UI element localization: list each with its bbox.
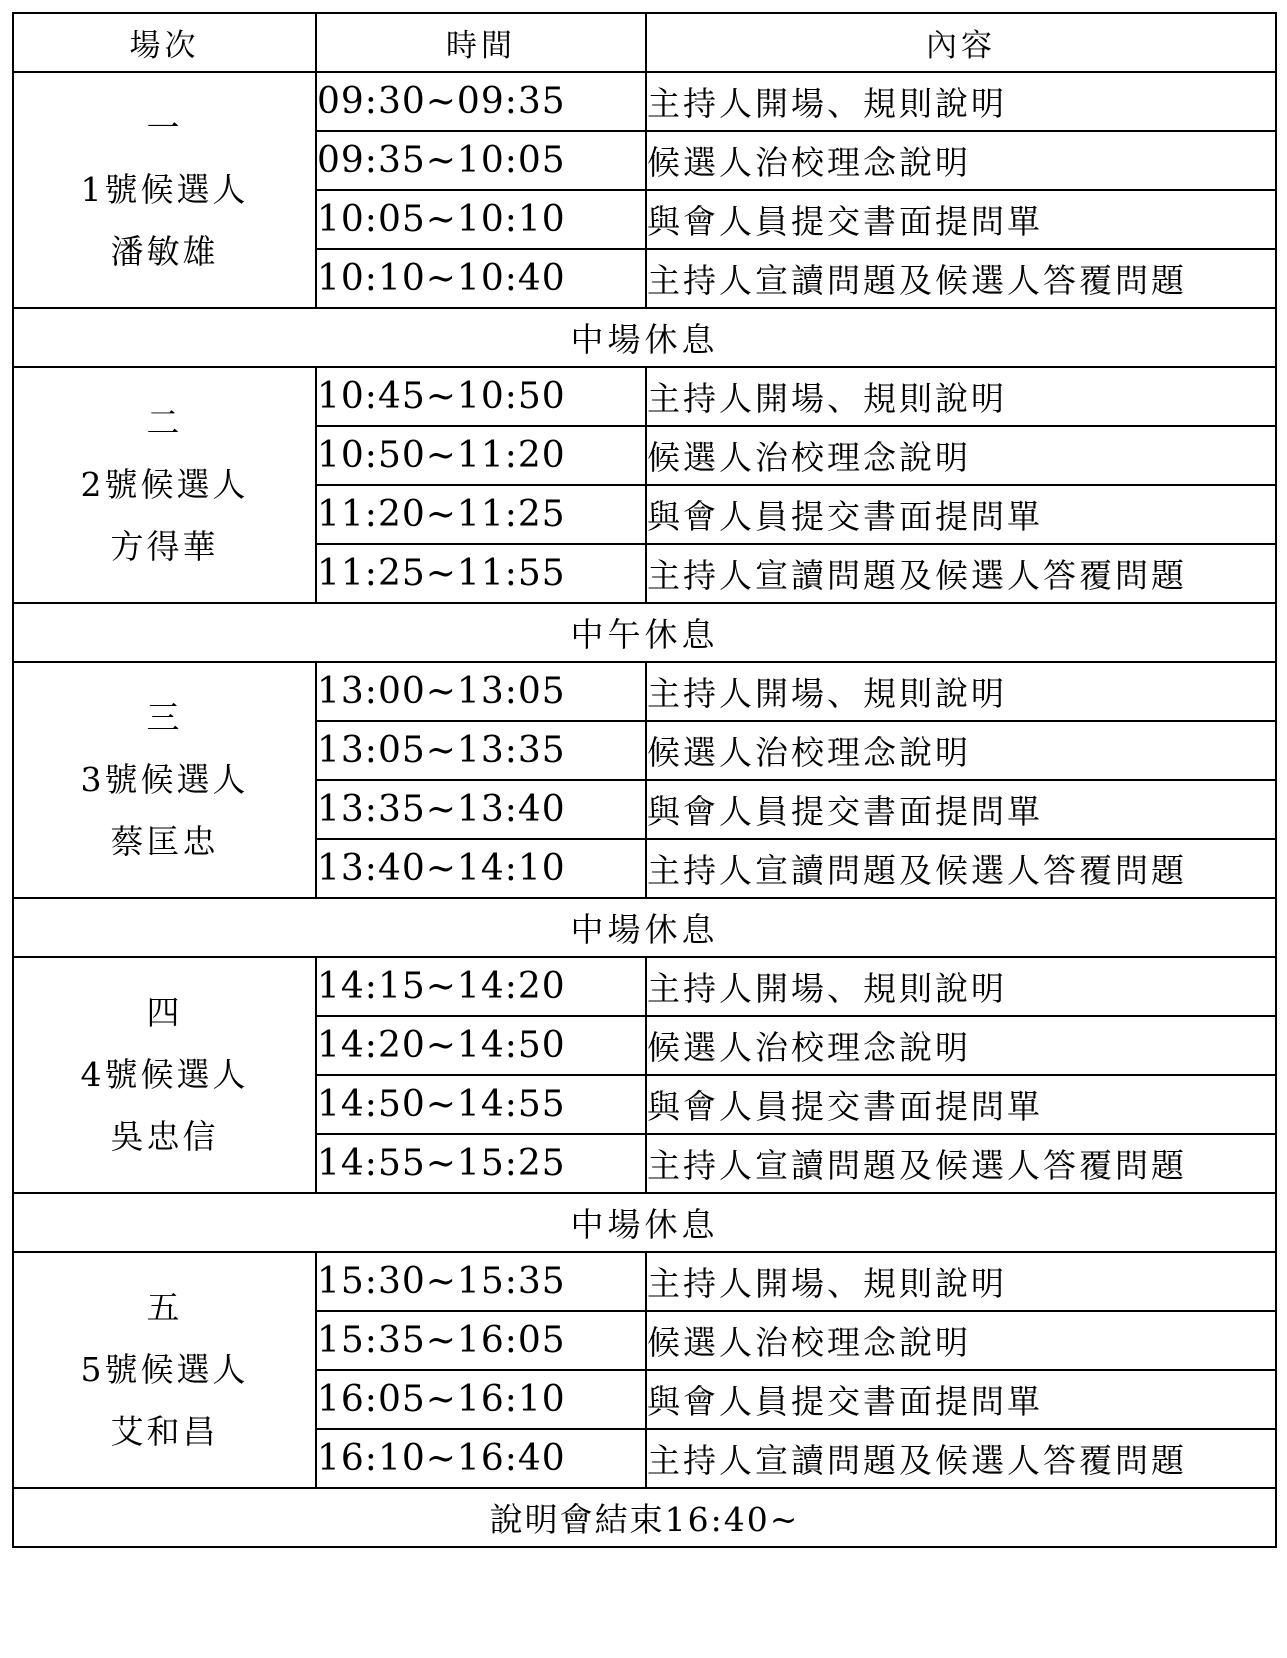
content-cell: 候選人治校理念說明 [646,1016,1276,1075]
end-cell: 說明會結束16:40~ [13,1488,1276,1547]
candidate-name: 潘敏雄 [110,232,219,271]
session-number: 三 [146,698,183,737]
content-cell: 主持人宣讀問題及候選人答覆問題 [646,249,1276,308]
break-cell: 中午休息 [13,603,1276,662]
content-cell: 主持人開場、規則說明 [646,1252,1276,1311]
time-cell: 15:30~15:35 [316,1252,646,1311]
content-cell: 主持人開場、規則說明 [646,367,1276,426]
session-cell [13,662,316,898]
time-cell: 10:10~10:40 [316,249,646,308]
content-cell: 與會人員提交書面提問單 [646,1370,1276,1429]
content-cell: 主持人開場、規則說明 [646,662,1276,721]
content-cell: 與會人員提交書面提問單 [646,780,1276,839]
table-row [13,72,1276,131]
table-row [13,957,1276,1016]
time-cell: 13:05~13:35 [316,721,646,780]
session-number: 五 [146,1288,183,1327]
schedule-sheet [12,12,1275,1548]
candidate-label: 5號候選人 [80,1350,249,1389]
candidate-label: 2號候選人 [80,465,249,504]
schedule-table [12,12,1277,1548]
time-cell: 10:45~10:50 [316,367,646,426]
session-cell [13,957,316,1193]
time-cell: 10:50~11:20 [316,426,646,485]
table-row [13,367,1276,426]
break-row [13,603,1276,662]
time-cell: 10:05~10:10 [316,190,646,249]
session-number: 四 [146,993,183,1032]
footer-row [13,1488,1276,1547]
candidate-name: 方得華 [110,527,219,566]
session-number: 二 [146,403,183,442]
candidate-label: 3號候選人 [80,760,249,799]
content-cell: 主持人宣讀問題及候選人答覆問題 [646,1429,1276,1488]
time-cell: 14:55~15:25 [316,1134,646,1193]
time-cell: 14:20~14:50 [316,1016,646,1075]
time-cell: 14:50~14:55 [316,1075,646,1134]
content-cell: 候選人治校理念說明 [646,721,1276,780]
break-cell: 中場休息 [13,898,1276,957]
session-cell [13,1252,316,1488]
content-cell: 與會人員提交書面提問單 [646,1075,1276,1134]
session-cell [13,367,316,603]
header-time: 時間 [316,13,646,72]
time-cell: 14:15~14:20 [316,957,646,1016]
time-cell: 11:20~11:25 [316,485,646,544]
break-row [13,1193,1276,1252]
session-cell [13,72,316,308]
time-cell: 13:35~13:40 [316,780,646,839]
session-number: 一 [146,108,183,147]
time-cell: 16:05~16:10 [316,1370,646,1429]
time-cell: 16:10~16:40 [316,1429,646,1488]
content-cell: 候選人治校理念說明 [646,1311,1276,1370]
break-row [13,308,1276,367]
content-cell: 主持人宣讀問題及候選人答覆問題 [646,839,1276,898]
time-cell: 11:25~11:55 [316,544,646,603]
candidate-name: 蔡匡忠 [110,822,219,861]
time-cell: 09:30~09:35 [316,72,646,131]
candidate-label: 4號候選人 [80,1055,249,1094]
break-cell: 中場休息 [13,308,1276,367]
content-cell: 主持人宣讀問題及候選人答覆問題 [646,1134,1276,1193]
candidate-name: 艾和昌 [110,1412,219,1451]
time-cell: 15:35~16:05 [316,1311,646,1370]
content-cell: 候選人治校理念說明 [646,426,1276,485]
schedule-body [13,72,1276,1547]
table-row [13,1252,1276,1311]
break-row [13,898,1276,957]
header-session: 場次 [13,13,316,72]
candidate-name: 吳忠信 [110,1117,219,1156]
time-cell: 13:00~13:05 [316,662,646,721]
table-row [13,662,1276,721]
header-content: 內容 [646,13,1276,72]
content-cell: 與會人員提交書面提問單 [646,485,1276,544]
content-cell: 與會人員提交書面提問單 [646,190,1276,249]
time-cell: 09:35~10:05 [316,131,646,190]
content-cell: 主持人開場、規則說明 [646,72,1276,131]
break-cell: 中場休息 [13,1193,1276,1252]
candidate-label: 1號候選人 [80,170,249,209]
header-row [13,13,1276,72]
content-cell: 主持人宣讀問題及候選人答覆問題 [646,544,1276,603]
content-cell: 主持人開場、規則說明 [646,957,1276,1016]
time-cell: 13:40~14:10 [316,839,646,898]
content-cell: 候選人治校理念說明 [646,131,1276,190]
